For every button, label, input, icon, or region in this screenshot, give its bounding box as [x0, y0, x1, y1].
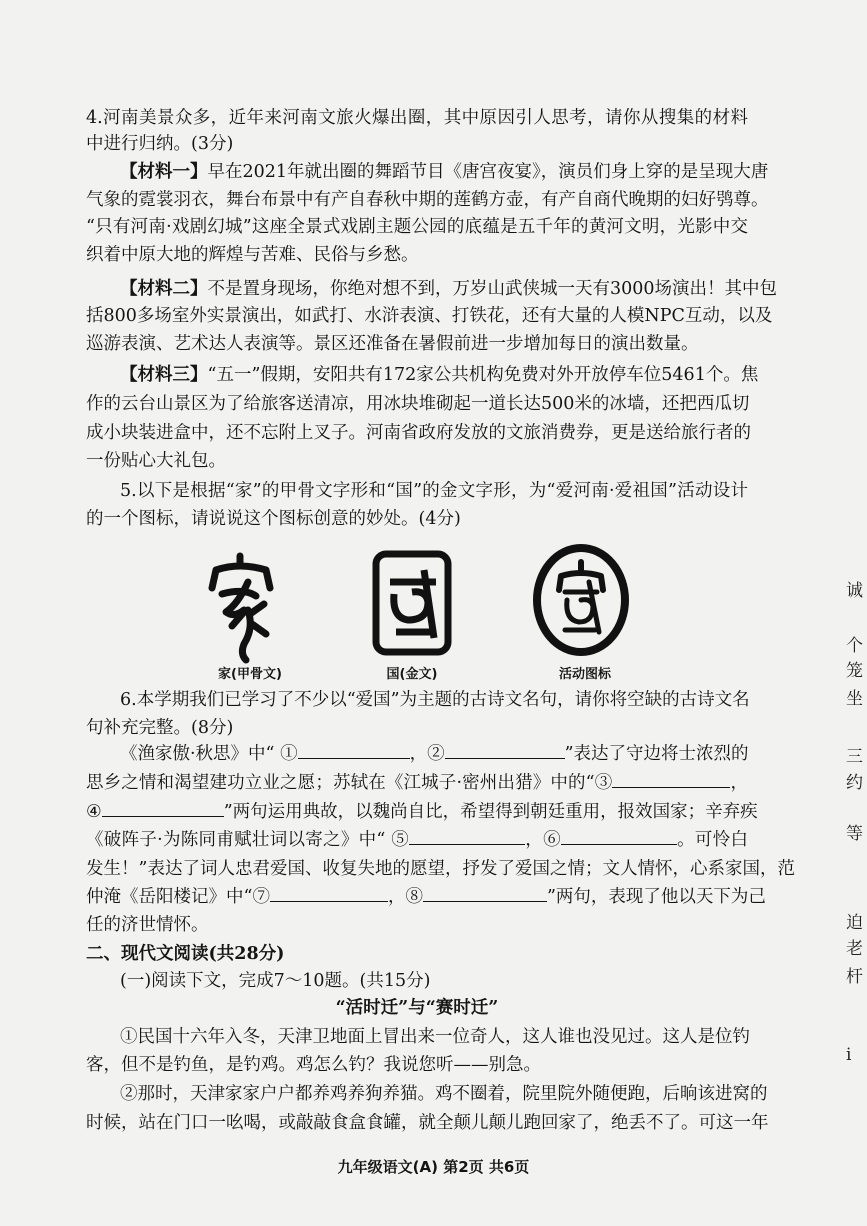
guo-bronze-glyph	[368, 548, 456, 658]
material-1-line-3: “只有河南·戏剧幻城”这座全景式戏剧主题公园的底蕴是五千年的黄河文明，光影中交	[86, 217, 748, 237]
paragraph-2-line-1: ②那时，天津家家户户都养鸡养狗养猫。鸡不圈着，院里院外随便跑，后晌该进窝的	[120, 1084, 768, 1104]
material-1-line-2: 气象的霓裳羽衣，舞台布景中有产自春秋中期的莲鹤方壶，有产自商代晚期的妇好鸮尊。	[86, 190, 769, 210]
q6-fill-line-4: 《破阵子·为陈同甫赋壮词以寄之》中“ ⑤ ，⑥ 。可怜白	[86, 830, 749, 850]
caption-activity-icon: 活动图标	[558, 667, 611, 682]
blank-3[interactable]	[612, 771, 730, 788]
material-3-line-3: 成小块装进盒中，还不忘附上叉子。河南省政府发放的文旅消费券，更是送给旅行者的	[86, 423, 751, 443]
margin-char: 诚	[846, 581, 863, 601]
q6-fill-line-7: 任的济世情怀。	[86, 915, 209, 935]
margin-char: 个	[846, 636, 863, 656]
paragraph-2-line-2: 时候，站在门口一吆喝，或敲敲食盒食罐，就全颠儿颠儿跑回家了，绝丢不了。可这一年	[86, 1113, 769, 1133]
margin-char: 老	[846, 939, 863, 959]
blank-7[interactable]	[270, 885, 388, 902]
section-2-heading: 二、现代文阅读(共28分)	[86, 944, 285, 964]
margin-char: 三	[846, 747, 863, 767]
margin-char: 笼	[846, 661, 863, 681]
q5-line-2: 的一个图标，请说说这个图标创意的妙处。(4分)	[86, 509, 461, 529]
q6-fill-line-3: ④ ”两句运用典故，以魏尚自比，希望得到朝廷重用，报效国家；辛弃疾	[86, 802, 758, 822]
blank-6[interactable]	[561, 828, 677, 845]
material-2-line-3: 巡游表演、艺术达人表演等。景区还准备在暑假前进一步增加每日的演出数量。	[86, 334, 699, 354]
paragraph-1-line-1: ①民国十六年入冬，天津卫地面上冒出来一位奇人，这人谁也没见过。这人是位钓	[120, 1027, 750, 1047]
jia-oracle-bone-glyph	[204, 552, 276, 664]
material-1-line-1: 【材料一】早在2021年就出圈的舞蹈节目《唐宫夜宴》，演员们身上穿的是呈现大唐	[120, 162, 769, 182]
blank-8[interactable]	[423, 885, 547, 902]
margin-char: 约	[846, 773, 863, 793]
blank-4[interactable]	[102, 800, 224, 817]
q6-line-1: 6.本学期我们已学习了不少以“爱国”为主题的古诗文名句，请你将空缺的古诗文名	[120, 690, 750, 710]
blank-2[interactable]	[445, 742, 565, 759]
material-3-line-1: 【材料三】“五一”假期，安阳共有172家公共机构免费对外开放停车位5461个。焦	[120, 365, 759, 385]
activity-icon-glyph	[531, 542, 631, 658]
material-3-line-2: 作的云台山景区为了给旅客送清凉，用冰块堆砌起一道长达500米的冰墙，还把西瓜切	[86, 394, 750, 414]
q4-line-1: 4.河南美景众多，近年来河南文旅火爆出圈，其中原因引人思考，请你从搜集的材料	[86, 108, 748, 128]
material-1-tag: 【材料一】	[120, 162, 208, 182]
margin-char: 迫	[846, 913, 863, 933]
q6-fill-line-2: 思乡之情和渴望建功立业之愿；苏轼在《江城子·密州出猎》中的“③ ，	[86, 773, 748, 793]
q5-line-1: 5.以下是根据“家”的甲骨文字形和“国”的金文字形，为“爱河南·爱祖国”活动设计	[120, 481, 748, 501]
passage-title: “活时迁”与“赛时迁”	[335, 998, 499, 1018]
material-3-tag: 【材料三】	[120, 365, 208, 385]
q6-fill-line-5: 发生！”表达了词人忠君爱国、收复失地的愿望，抒发了爱国之情；文人情怀，心系家国，范	[86, 859, 795, 879]
material-2-tag: 【材料二】	[120, 279, 208, 299]
material-1-line-4: 织着中原大地的辉煌与苦难、民俗与乡愁。	[86, 245, 419, 265]
margin-char: i	[846, 1045, 852, 1065]
paragraph-1-line-2: 客，但不是钓鱼，是钓鸡。鸡怎么钓？我说您听——别急。	[86, 1055, 541, 1075]
q6-line-2: 句补充完整。(8分)	[86, 718, 234, 738]
material-2-line-2: 括800多场室外实景演出，如武打、水浒表演、打铁花，还有大量的人模NPC互动，以及	[86, 306, 773, 326]
q6-fill-line-1: 《渔家傲·秋思》中“ ① ，② ”表达了守边将士浓烈的	[120, 744, 749, 764]
caption-jia: 家(甲骨文)	[218, 667, 282, 682]
blank-5[interactable]	[409, 828, 525, 845]
caption-guo: 国(金文)	[386, 667, 438, 682]
material-2-line-1: 【材料二】不是置身现场，你绝对想不到，万岁山武侠城一天有3000场演出！其中包	[120, 279, 778, 299]
q4-line-2: 中进行归纳。(3分)	[86, 134, 234, 154]
page-footer: 九年级语文(A) 第2页 共6页	[337, 1158, 530, 1176]
section-2-subheading: (一)阅读下文，完成7～10题。(共15分)	[120, 971, 431, 991]
margin-char: 等	[846, 824, 863, 844]
margin-char: 杆	[846, 967, 863, 987]
margin-char: 坐	[846, 689, 863, 709]
blank-1[interactable]	[298, 742, 410, 759]
material-3-line-4: 一份贴心大礼包。	[86, 451, 226, 471]
q6-fill-line-6: 仲淹《岳阳楼记》中“⑦ ，⑧ ”两句，表现了他以天下为己	[86, 887, 766, 907]
